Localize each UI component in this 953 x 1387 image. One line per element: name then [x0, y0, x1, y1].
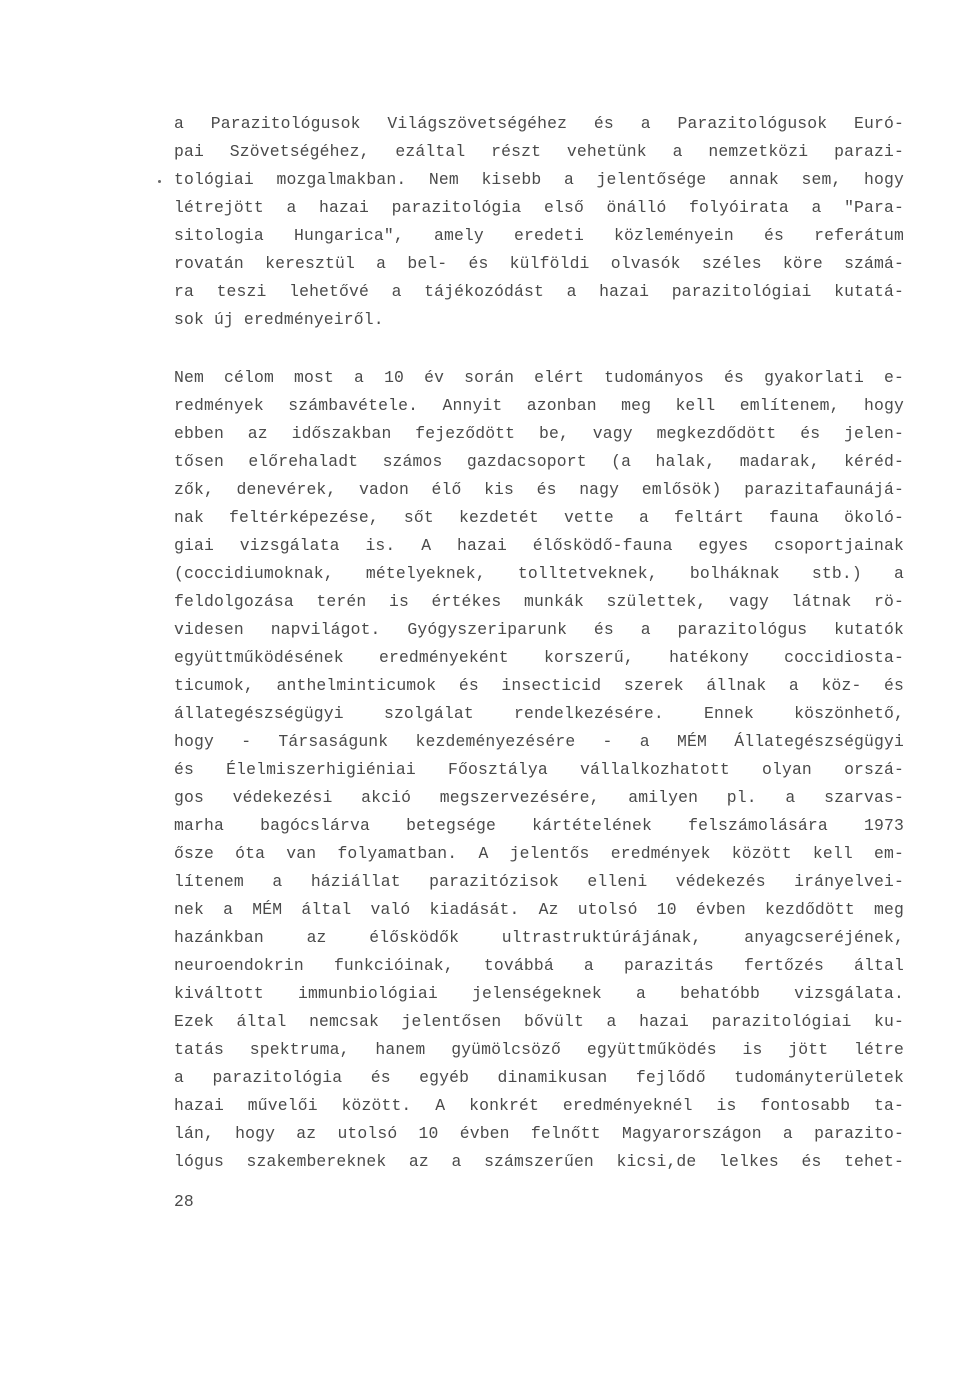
text-line: hogy - Társaságunk kezdeményezésére - a MÉM Állategészségügyi — [174, 732, 904, 751]
text-line: létrejött a hazai parazitológia első önálló folyóirata a "Para- — [174, 198, 904, 217]
text-line: videsen napvilágot. Gyógyszeriparunk és a parazitológus kutatók — [174, 620, 904, 639]
text-line: lán, hogy az utolsó 10 évben felnőtt Magyarországon a parazito- — [174, 1124, 904, 1143]
text-line: és Élelmiszerhigiéniai Főosztálya vállalkozhatott olyan orszá- — [174, 760, 904, 779]
text-line: Ezek által nemcsak jelentősen bővült a hazai parazitológiai ku- — [174, 1012, 904, 1031]
text-line: tősen előrehaladt számos gazdacsoport (a halak, madarak, kéréd- — [174, 452, 904, 471]
text-line: ra teszi lehetővé a tájékozódást a hazai parazitológiai kutatá- — [174, 282, 904, 301]
text-line: rovatán keresztül a bel- és külföldi olvasók széles köre számá- — [174, 254, 904, 273]
text-line: a parazitológia és egyéb dinamikusan fejlődő tudományterületek — [174, 1068, 904, 1087]
text-line: lógus szakembereknek az a számszerűen kicsi,de lelkes és tehet- — [174, 1152, 904, 1171]
text-line: a Parazitológusok Világszövetségéhez és a Parazitológusok Euró- — [174, 114, 904, 133]
text-line: (coccidiumoknak, mételyeknek, tolltetveknek, bolháknak stb.) a — [174, 564, 904, 583]
text-line: kiváltott immunbiológiai jelenségeknek a behatóbb vizsgálata. — [174, 984, 904, 1003]
text-line: hazai művelői között. A konkrét eredményeknél is fontosabb ta- — [174, 1096, 904, 1115]
text-line: tológiai mozgalmakban. Nem kisebb a jelentősége annak sem, hogy — [174, 170, 904, 189]
text-line: redmények számbavétele. Annyit azonban meg kell említenem, hogy — [174, 396, 904, 415]
margin-dot — [158, 180, 161, 183]
text-line: nak feltérképezése, sőt kezdetét vette a feltárt fauna ökoló- — [174, 508, 904, 527]
page-number: 28 — [174, 1192, 194, 1211]
paragraph-1 — [174, 110, 904, 334]
text-line: sok új eredményeiről. — [174, 310, 384, 329]
text-line: sitologia Hungarica", amely eredeti közleményein és referátum — [174, 226, 904, 245]
text-line: zők, denevérek, vadon élő kis és nagy emlősök) parazitafaunájá- — [174, 480, 904, 499]
text-line: nek a MÉM által való kiadását. Az utolsó 10 évben kezdődött meg — [174, 900, 904, 919]
text-line: ebben az időszakban fejeződött be, vagy megkezdődött és jelen- — [174, 424, 904, 443]
paragraph-2 — [174, 364, 904, 1176]
text-line: ticumok, anthelminticumok és insecticid szerek állnak a köz- és — [174, 676, 904, 695]
text-line: feldolgozása terén is értékes munkák születtek, vagy látnak rö- — [174, 592, 904, 611]
text-line: marha bagócslárva betegsége kártételének felszámolására 1973 — [174, 816, 904, 835]
text-line: együttműködésének eredményeként korszerű, hatékony coccidiosta- — [174, 648, 904, 667]
text-line: ősze óta van folyamatban. A jelentős eredmények között kell em- — [174, 844, 904, 863]
text-line: lítenem a háziállat parazitózisok elleni védekezés irányelvei- — [174, 872, 904, 891]
text-line: Nem célom most a 10 év során elért tudományos és gyakorlati e- — [174, 368, 904, 387]
text-line: hazánkban az élősködők ultrastruktúrájának, anyagcseréjének, — [174, 928, 904, 947]
text-line: neuroendokrin funkcióinak, továbbá a parazitás fertőzés által — [174, 956, 904, 975]
text-line: tatás spektruma, hanem gyümölcsöző együttműködés is jött létre — [174, 1040, 904, 1059]
text-line: állategészségügyi szolgálat rendelkezésére. Ennek köszönhető, — [174, 704, 904, 723]
text-line: giai vizsgálata is. A hazai élősködő-fauna egyes csoportjainak — [174, 536, 904, 555]
text-line: pai Szövetségéhez, ezáltal részt vehetünk a nemzetközi parazi- — [174, 142, 904, 161]
text-line: gos védekezési akció megszervezésére, amilyen pl. a szarvas- — [174, 788, 904, 807]
